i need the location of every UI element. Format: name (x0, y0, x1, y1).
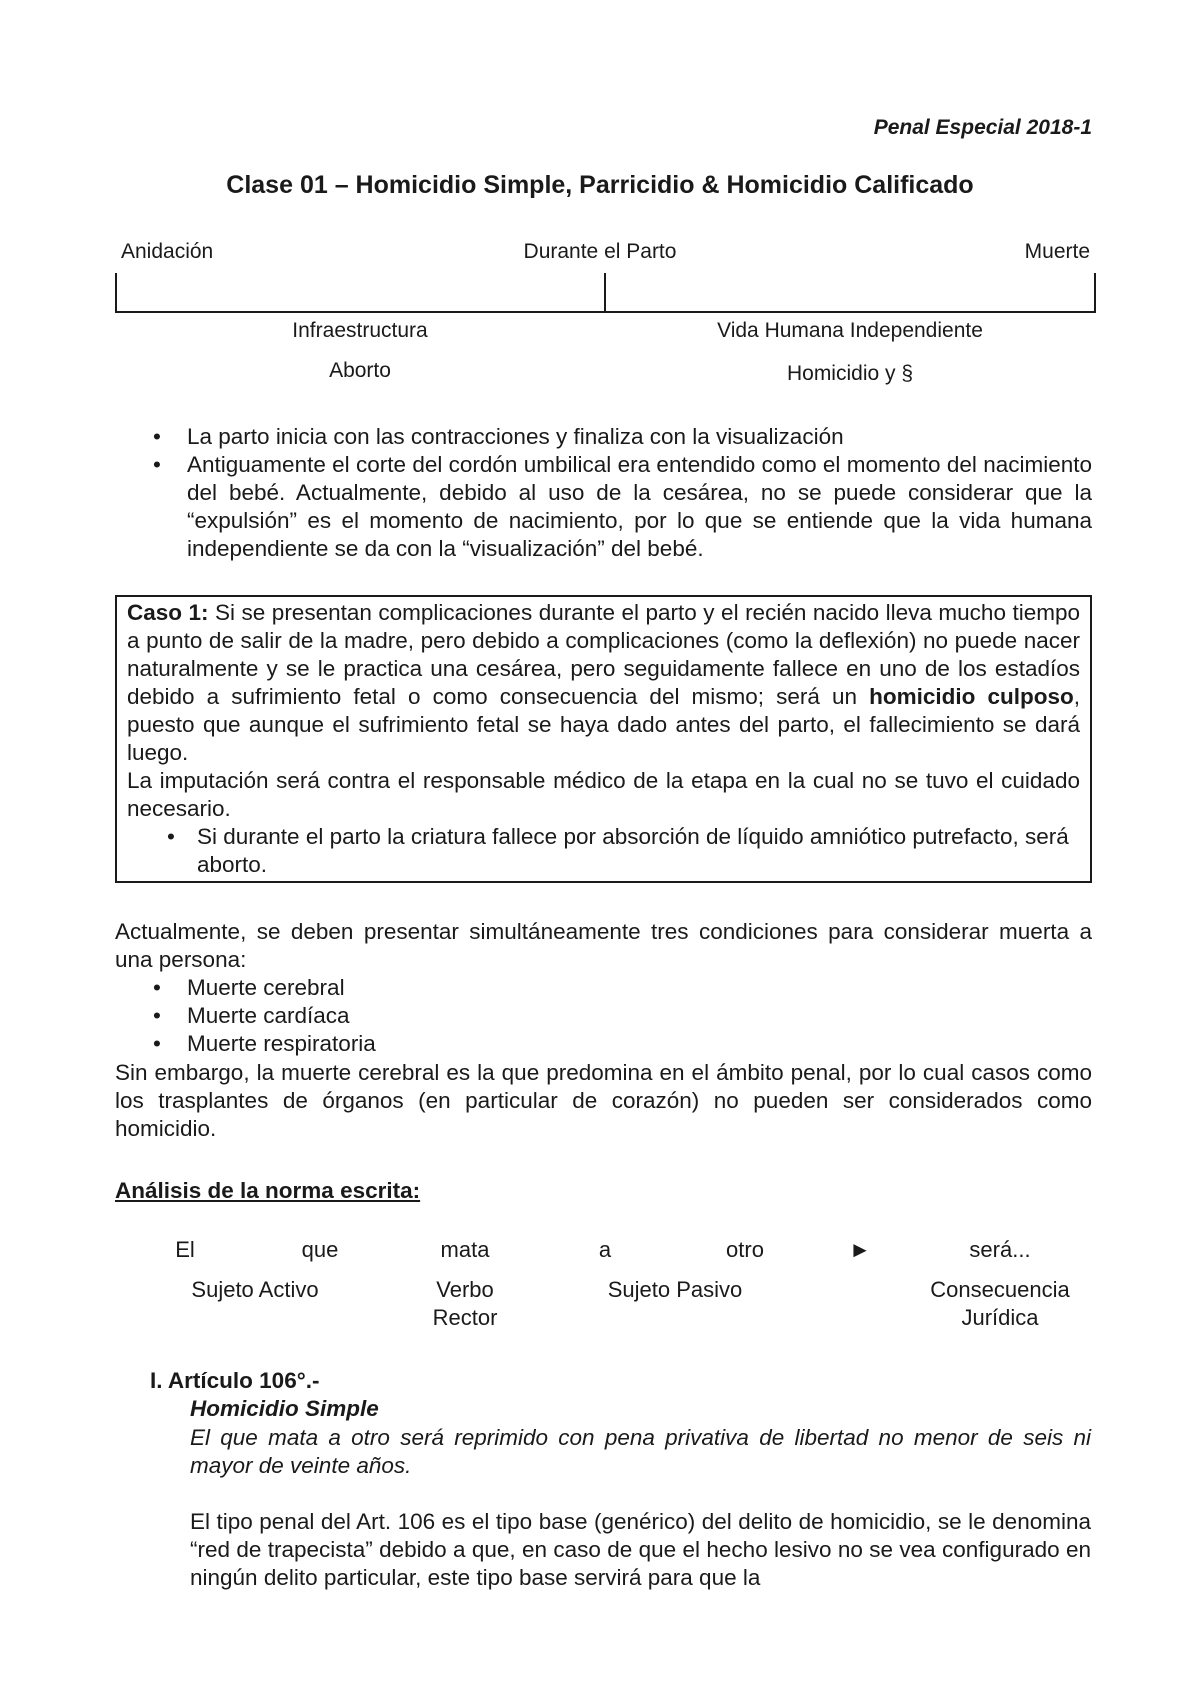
page-title: Clase 01 – Homicidio Simple, Parricidio & Homicidio Calificado (226, 171, 974, 199)
norm-word-a: a (598, 1237, 612, 1262)
role-consecuencia-juridica: Consecuencia Jurídica (930, 1277, 1070, 1330)
timeline-right-stage: Vida Humana Independiente (717, 319, 983, 342)
list-item: • La parto inicia con las contracciones y finaliza con la visualización (115, 423, 1092, 451)
intro-bullet-list (115, 423, 1092, 563)
case-1-emphasis: homicidio culposo (869, 684, 1074, 709)
timeline-left-crime: Aborto (329, 359, 391, 382)
case-1-label: Caso 1: (127, 600, 209, 625)
norm-word-el: El (175, 1237, 195, 1262)
norm-word-sera: será... (969, 1237, 1031, 1262)
list-item: • Muerte respiratoria (115, 1030, 1092, 1058)
case-1-text-a: Si se presentan complicaciones durante el parto y el recién nacido lleva mucho tiempo a punto de salir de la madre, pero debido a complicaciones (como la deflexión) no puede nacer naturalmente y se le practica una cesárea, pero seguidamente fallece en uno de los estadíos debido a sufrimiento fetal o como consecuencia del mismo; será un (127, 600, 1080, 709)
norm-word-que: que (301, 1237, 339, 1262)
list-item: • Muerte cardíaca (115, 1002, 1092, 1030)
timeline-start-tick (115, 273, 117, 311)
timeline-axis (115, 311, 1096, 313)
role-verbo-rector: Verbo Rector (432, 1277, 498, 1330)
list-item: • Antiguamente el corte del cordón umbilical era entendido como el momento del nacimiento del bebé. Actualmente, debido al uso de la cesárea, no se puede considerar que la “expulsión” es el momento de nacimiento, por lo que se entiende que la vida humana independiente se da con la “visualización” del bebé. (115, 451, 1092, 563)
article-number: I. Artículo 106°.- (150, 1368, 320, 1393)
role-sujeto-pasivo: Sujeto Pasivo (607, 1277, 743, 1302)
timeline-middle-tick (604, 273, 606, 311)
article-name: Homicidio Simple (190, 1396, 379, 1421)
norm-word-otro: otro (726, 1237, 764, 1262)
case-1-imputation: La imputación será contra el responsable médico de la etapa en la cual no se tuvo el cuidado necesario. (127, 768, 1080, 821)
case-1-paragraph (127, 599, 1080, 767)
timeline-end-tick (1094, 273, 1096, 311)
case-1-bullet-list (127, 823, 1080, 879)
course-header: Penal Especial 2018-1 (873, 116, 1092, 139)
list-item: • Si durante el parto la criatura fallece por absorción de líquido amniótico putrefacto, será aborto. (127, 823, 1080, 879)
case-1-text-b: , puesto que aunque el sufrimiento fetal se haya dado antes del parto, el fallecimiento se dará luego. (127, 684, 1080, 765)
analysis-heading: Análisis de la norma escrita: (115, 1178, 421, 1203)
timeline-start-label: Anidación (121, 240, 214, 263)
arrow-icon: ► (849, 1237, 871, 1262)
timeline-end-label: Muerte (1024, 240, 1090, 263)
death-intro: Actualmente, se deben presentar simultáneamente tres condiciones para considerar muerta a una persona: (115, 919, 1092, 972)
norm-word-mata: mata (440, 1237, 490, 1262)
timeline-middle-label: Durante el Parto (523, 240, 677, 263)
article-quote: El que mata a otro será reprimido con pena privativa de libertad no menor de seis ni mayor de veinte años. (190, 1425, 1091, 1478)
timeline-left-stage: Infraestructura (292, 319, 428, 342)
death-conditions-list (115, 974, 1092, 1058)
list-item: • Muerte cerebral (115, 974, 1092, 1002)
article-body: El tipo penal del Art. 106 es el tipo base (genérico) del delito de homicidio, se le denomina “red de trapecista” debido a que, en caso de que el hecho lesivo no se vea configurado en ningún delito particular, este tipo base servirá para que la (190, 1509, 1091, 1590)
role-sujeto-activo: Sujeto Activo (191, 1277, 319, 1302)
timeline-right-crime: Homicidio y § (786, 362, 914, 385)
death-closing: Sin embargo, la muerte cerebral es la que predomina en el ámbito penal, por lo cual casos como los trasplantes de órganos (en particular de corazón) no pueden ser considerados como homicidio. (115, 1060, 1092, 1141)
case-1-box (115, 595, 1092, 883)
